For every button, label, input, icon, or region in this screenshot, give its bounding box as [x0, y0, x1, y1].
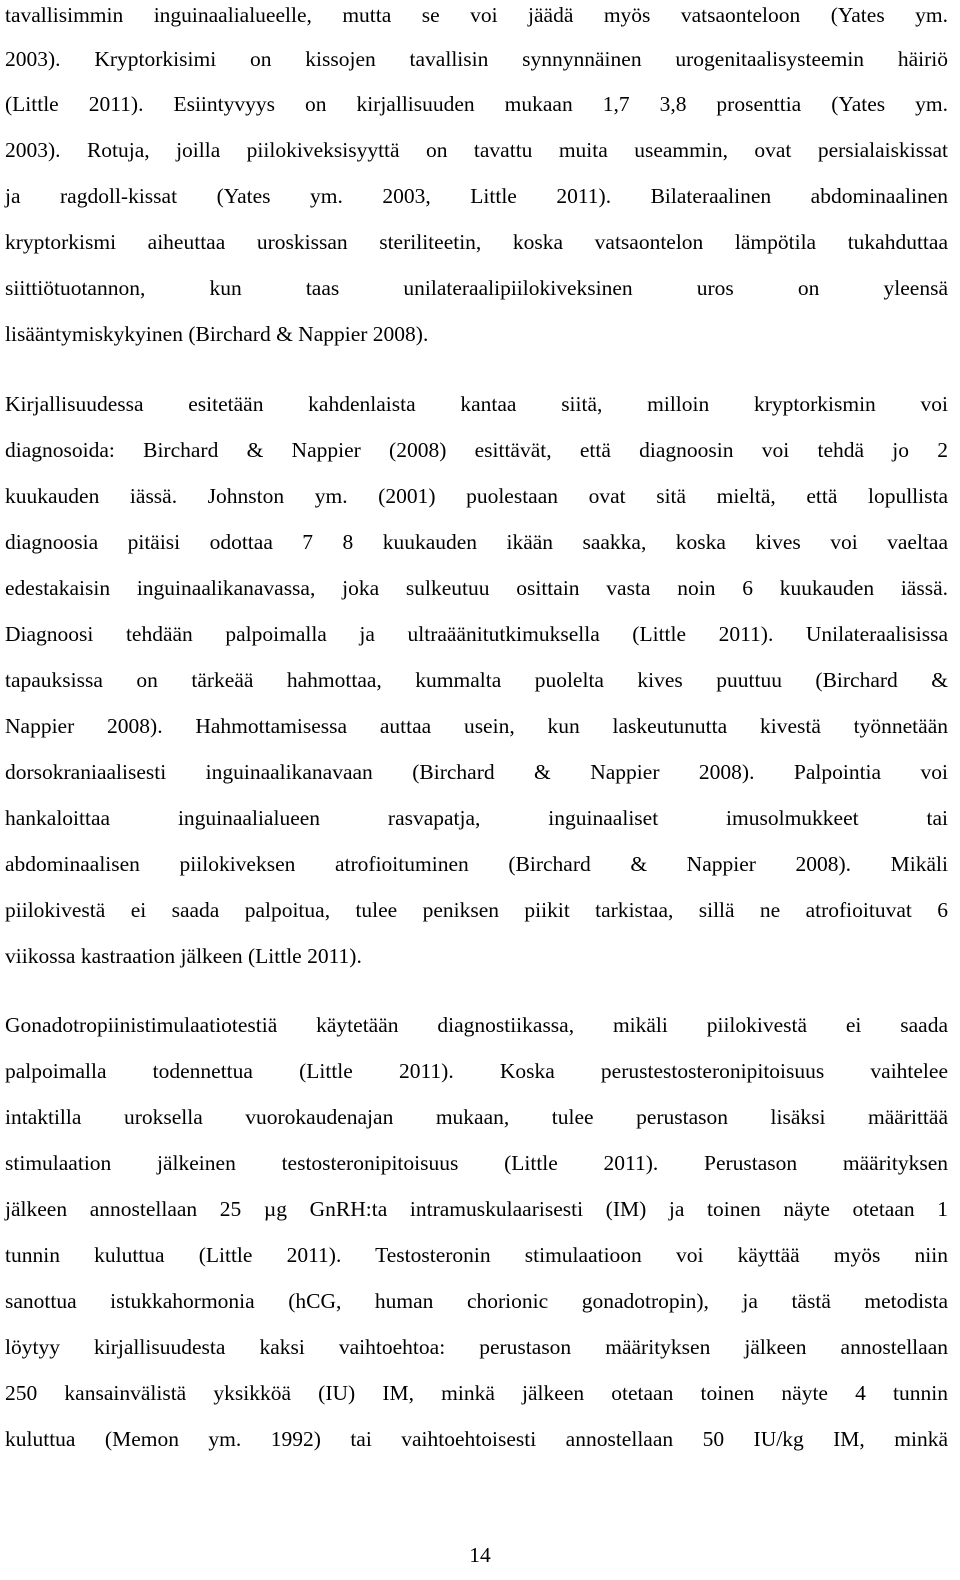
- text-line: Gonadotropiinistimulaatiotestiä käytetään diagnostiikassa, mikäli piilokivestä ei saada: [5, 1013, 948, 1037]
- text-line: kryptorkismi aiheuttaa uroskissan steriliteetin, koska vatsaontelon lämpötila tukahduttaa: [5, 230, 948, 254]
- text-line: palpoimalla todennettua (Little 2011). Koska perustestosteronipitoisuus vaihtelee: [5, 1059, 948, 1083]
- text-line: jälkeen annostellaan 25 µg GnRH:ta intramuskulaarisesti (IM) ja toinen näyte otetaan 1: [5, 1197, 948, 1221]
- text-line: Diagnoosi tehdään palpoimalla ja ultraäänitutkimuksella (Little 2011). Unilateraalisissa: [5, 622, 948, 646]
- text-line: (Little 2011). Esiintyvyys on kirjallisuuden mukaan 1,7 3,8 prosenttia (Yates ym.: [5, 92, 948, 116]
- text-line: tavallisimmin inguinaalialueelle, mutta se voi jäädä myös vatsaonteloon (Yates ym.: [5, 3, 948, 27]
- text-line: tunnin kuluttua (Little 2011). Testosteronin stimulaatioon voi käyttää myös niin: [5, 1243, 948, 1267]
- text-line: stimulaation jälkeinen testosteronipitoisuus (Little 2011). Perustason määrityksen: [5, 1151, 948, 1175]
- text-line: tapauksissa on tärkeää hahmottaa, kummalta puolelta kives puuttuu (Birchard &: [5, 668, 948, 692]
- text-line: lisääntymiskykyinen (Birchard & Nappier 2008).: [5, 322, 429, 346]
- text-line: diagnoosia pitäisi odottaa 7 8 kuukauden ikään saakka, koska kives voi vaeltaa: [5, 530, 948, 554]
- text-line: Kirjallisuudessa esitetään kahdenlaista kantaa siitä, milloin kryptorkismin voi: [5, 392, 948, 416]
- text-line: abdominaalisen piilokiveksen atrofioituminen (Birchard & Nappier 2008). Mikäli: [5, 852, 948, 876]
- text-line: kuluttua (Memon ym. 1992) tai vaihtoehtoisesti annostellaan 50 IU/kg IM, minkä: [5, 1427, 948, 1451]
- text-line: 250 kansainvälistä yksikköä (IU) IM, minkä jälkeen otetaan toinen näyte 4 tunnin: [5, 1381, 948, 1405]
- text-line: 2003). Rotuja, joilla piilokiveksisyyttä on tavattu muita useammin, ovat persialaiskissat: [5, 138, 948, 162]
- text-line: Nappier 2008). Hahmottamisessa auttaa usein, kun laskeutunutta kivestä työnnetään: [5, 714, 948, 738]
- text-line: piilokivestä ei saada palpoitua, tulee peniksen piikit tarkistaa, sillä ne atrofioituvat 6: [5, 898, 948, 922]
- text-line: diagnosoida: Birchard & Nappier (2008) esittävät, että diagnoosin voi tehdä jo 2: [5, 438, 948, 462]
- text-line: ja ragdoll-kissat (Yates ym. 2003, Little 2011). Bilateraalinen abdominaalinen: [5, 184, 948, 208]
- text-line: 2003). Kryptorkisimi on kissojen tavallisin synnynnäinen urogenitaalisysteemin häiriö: [5, 47, 948, 71]
- text-line: löytyy kirjallisuudesta kaksi vaihtoehtoa: perustason määrityksen jälkeen annostellaan: [5, 1335, 948, 1359]
- text-line: intaktilla uroksella vuorokaudenajan mukaan, tulee perustason lisäksi määrittää: [5, 1105, 948, 1129]
- text-line: edestakaisin inguinaalikanavassa, joka sulkeutuu osittain vasta noin 6 kuukauden iässä.: [5, 576, 948, 600]
- text-line: siittiötuotannon, kun taas unilateraalipiilokiveksinen uros on yleensä: [5, 276, 948, 300]
- text-line: sanottua istukkahormonia (hCG, human chorionic gonadotropin), ja tästä metodista: [5, 1289, 948, 1313]
- text-line: viikossa kastraation jälkeen (Little 2011).: [5, 944, 362, 968]
- page-number: 14: [469, 1543, 491, 1567]
- text-line: dorsokraniaalisesti inguinaalikanavaan (Birchard & Nappier 2008). Palpointia voi: [5, 760, 948, 784]
- text-line: hankaloittaa inguinaalialueen rasvapatja, inguinaaliset imusolmukkeet tai: [5, 806, 948, 830]
- text-line: kuukauden iässä. Johnston ym. (2001) puolestaan ovat sitä mieltä, että lopullista: [5, 484, 948, 508]
